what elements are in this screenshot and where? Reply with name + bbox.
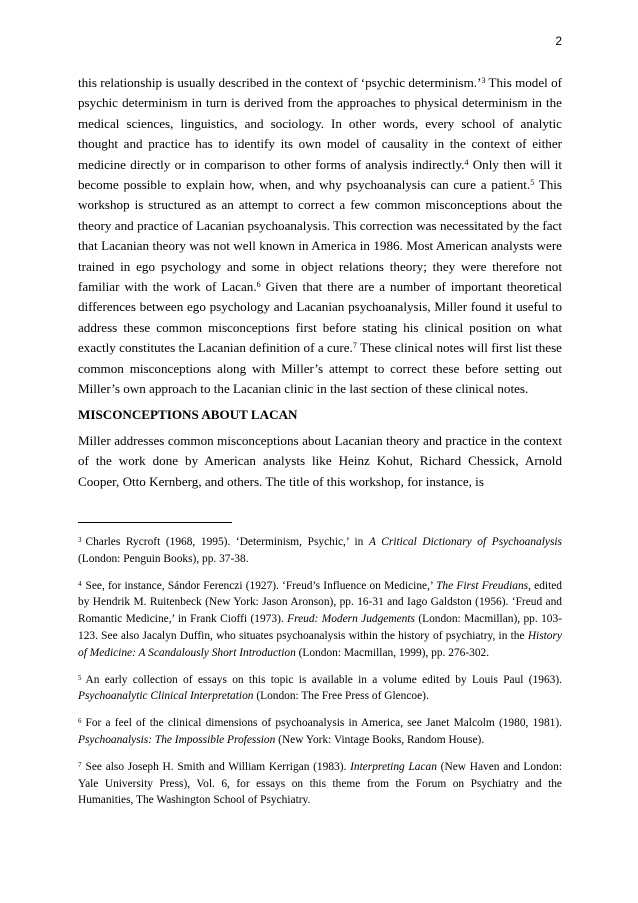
page-number: 2 <box>555 34 562 48</box>
footnote-ref-5[interactable]: 5 <box>530 178 535 188</box>
footnote-4: $^4$ See, for instance, Sándor Ferenczi (1927). ‘Freud’s Influence on Medicine,’ The First Freudians, edited by Hendrik M. Ruitenbeck (New York: Jason Aronson), pp. 16-31 and Iago Galdston (1956). ‘Freud and Romantic Medicine,’ in Frank Cioffi (1973). Freud: Modern Judgements (London: Macmillan), pp. 103-123. See also Jacalyn Duffin, who situates psychoanalysis within the history of psychiatry, in the History of Medicine: A Scandalously Short Introduction (London: Macmillan, 1999), pp. 276-302. <box>78 579 563 659</box>
footnote-3: $^3$ Charles Rycroft (1968, 1995). ‘Determinism, Psychic,’ in A Critical Dictionary of Psychoanalysis (London: Penguin Books), pp. 37-38. <box>78 536 562 565</box>
footnote-7: $^7$ See also Joseph H. Smith and William Kerrigan (1983). Interpreting Lacan (New Haven and London: Yale University Press), Vol. 6, for essays on this theme from the Forum on Psychiatry and the Humanities, The Washington School of Psychiatry. <box>78 760 562 807</box>
footnote-ref-4[interactable]: 4 <box>464 157 469 167</box>
body-text <box>78 73 562 492</box>
body-paragraph-1: this relationship is usually described in the context of ‘psychic determinism.’$^3$ This model of psychic determinism in turn is derived from the approaches to physical determinism in the medical sciences, linguistics, and sociology. In other words, every school of analytic thought and practice has to identify its own model of causality in the context of either medicine directly or in comparison to other forms of analysis indirectly.$^4$ Only then will it become possible to explain how, when, and why psychoanalysis can cure a patient.$^5$ This workshop is structured as an attempt to correct a few common misconceptions about the theory and practice of Lacanian psychoanalysis. This correction was necessitated by the fact that Lacanian theory was not well known in America in 1986. Most American analysts were trained in ego psychology and some in object relations theory; they were therefore not familiar with the work of Lacan.$^6$ Given that there are a number of important theoretical differences between ego psychology and Lacanian psychoanalysis, Miller found it useful to address these common misconceptions first before stating his clinical position on what exactly constitutes the Lacanian definition of a cure.$^7$ These clinical notes will first list these common misconceptions along with Miller’s attempt to correct these before setting out Miller’s own approach to the Lacanian clinic in the last section of these clinical notes. <box>78 75 563 397</box>
section-heading: MISCONCEPTIONS ABOUT LACAN <box>78 406 298 422</box>
footnote-ref-3[interactable]: 3 <box>481 76 486 85</box>
footnote-separator <box>78 522 232 523</box>
footnote-5: $^5$ An early collection of essays on this topic is available in a volume edited by Louis Paul (1963). Psychoanalytic Clinical Interpretation (London: The Free Press of Glencoe). <box>78 673 562 703</box>
body-paragraph-2: Miller addresses common misconceptions about Lacanian theory and practice in the context of the work done by American analysts like Heinz Kohut, Richard Chessick, Arnold Cooper, Otto Kernberg, and others. The title of this workshop, for instance, is <box>78 432 562 489</box>
footnote-ref-7[interactable]: 7 <box>352 341 357 351</box>
footnote-ref-6[interactable]: 6 <box>256 280 261 290</box>
footnotes <box>78 534 562 819</box>
footnote-6: $^6$ For a feel of the clinical dimensions of psychoanalysis in America, see Janet Malcolm (1980, 1981). Psychoanalysis: The Impossible Profession (New York: Vintage Books, Random House). <box>78 717 562 746</box>
